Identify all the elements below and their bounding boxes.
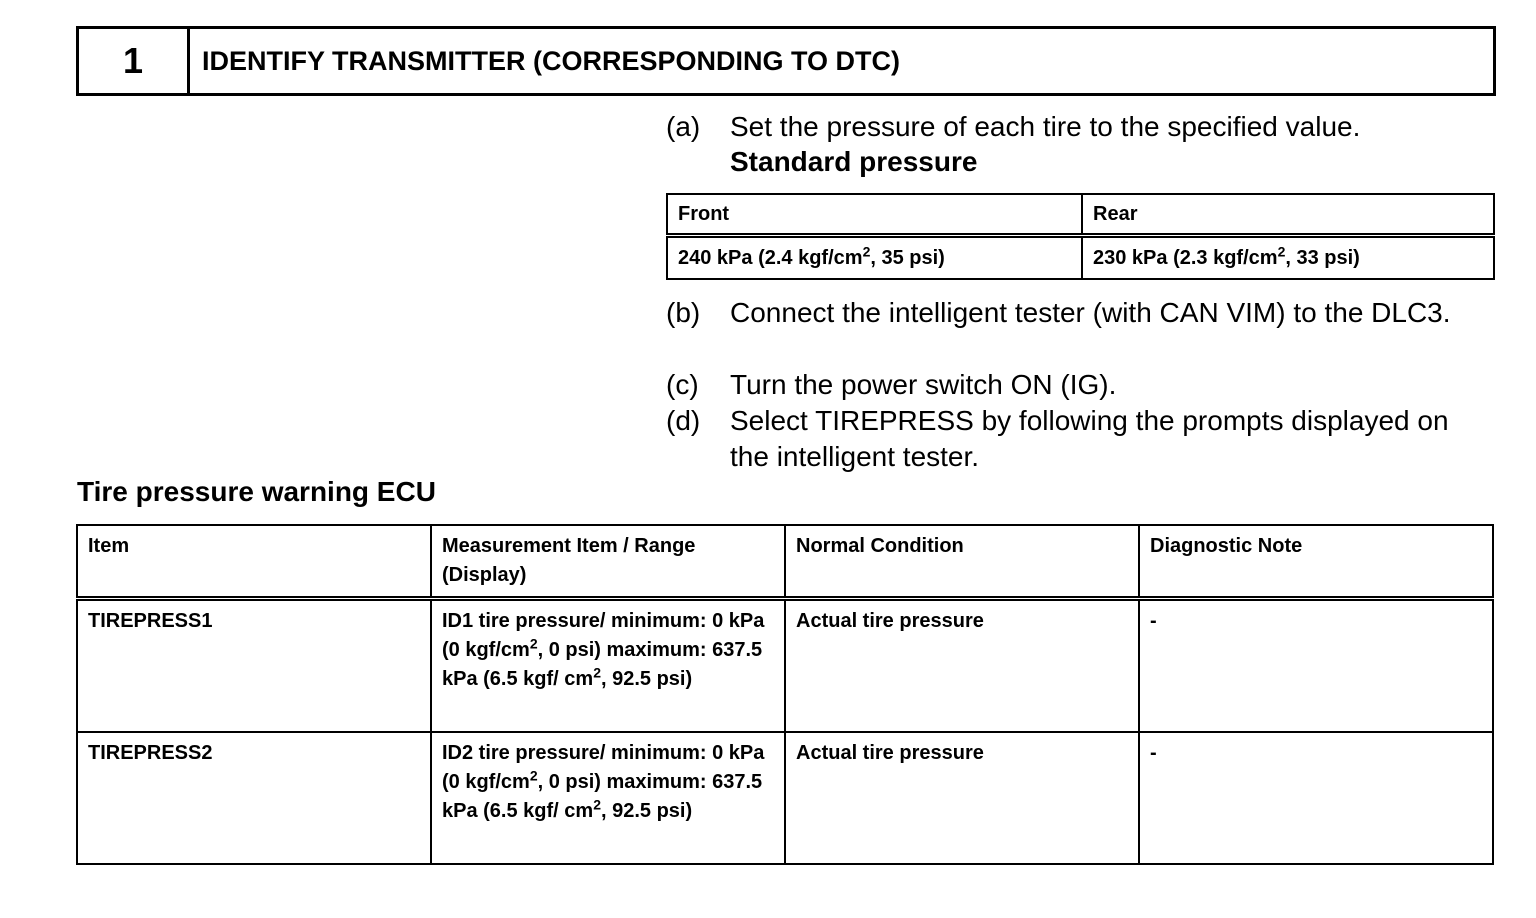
standard-pressure-label: Standard pressure [730,146,978,177]
table-row [77,732,1493,864]
diagnostic-note-cell: - [1139,732,1493,864]
measurement-cell: ID1 tire pressure/ minimum: 0 kPa (0 kgf/$cm^2$, 0 psi) maximum: 637.5 kPa (6.5 kgf/ $cm^2$, 92.5 psi) [431,599,785,733]
column-header-rear: Rear [1082,194,1494,236]
instruction-c [666,367,1486,403]
normal-condition-cell: Actual tire pressure [785,732,1139,864]
step-title: IDENTIFY TRANSMITTER (CORRESPONDING TO DTC) [202,45,901,76]
step-header [76,26,1496,96]
table-row [77,599,1493,733]
instruction-text: Turn the power switch ON (IG). [730,369,1117,400]
column-header-item: Item [77,525,431,599]
rear-pressure-value: 230 kPa (2.3 kgf/$cm^2$, 33 psi) [1082,236,1494,280]
normal-condition-cell: Actual tire pressure [785,599,1139,733]
instruction-label: (c) [666,369,699,400]
ecu-data-table [76,524,1494,865]
step-number: 1 [79,29,190,93]
front-pressure-value: 240 kPa (2.4 kgf/$cm^2$, 35 psi) [667,236,1082,280]
instruction-d [666,403,1486,475]
column-header-diagnostic-note: Diagnostic Note [1139,525,1493,599]
item-cell: TIREPRESS1 [77,599,431,733]
instruction-text: Select TIREPRESS by following the prompts displayed on the intelligent tester. [730,405,1449,472]
column-header-measurement: Measurement Item / Range (Display) [431,525,785,599]
instruction-text: Set the pressure of each tire to the specified value. [730,111,1361,142]
instruction-text: Connect the intelligent tester (with CAN VIM) to the DLC3. [730,297,1451,328]
instruction-b [666,295,1486,331]
measurement-cell: ID2 tire pressure/ minimum: 0 kPa (0 kgf/$cm^2$, 0 psi) maximum: 637.5 kPa (6.5 kgf/ $cm^2$, 92.5 psi) [431,732,785,864]
pressure-table [666,193,1495,280]
instruction-label: (a) [666,111,701,142]
diagnostic-note-cell: - [1139,599,1493,733]
instruction-label: (b) [666,297,701,328]
ecu-section-title: Tire pressure warning ECU [77,476,436,507]
column-header-front: Front [667,194,1082,236]
item-cell: TIREPRESS2 [77,732,431,864]
table-row [667,236,1494,280]
instruction-a [666,109,1486,145]
column-header-normal-condition: Normal Condition [785,525,1139,599]
instruction-label: (d) [666,405,701,436]
